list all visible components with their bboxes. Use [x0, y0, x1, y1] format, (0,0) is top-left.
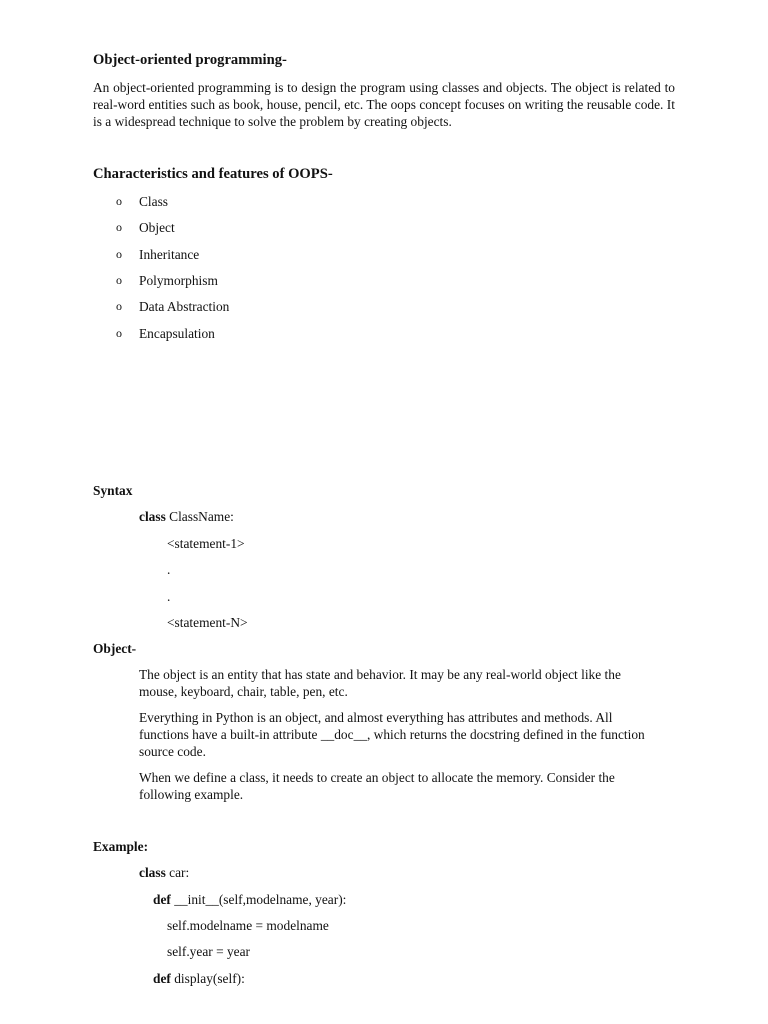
- code-line: [153, 970, 245, 987]
- code-line: [139, 508, 234, 525]
- code-line: .: [167, 589, 171, 604]
- code-keyword: def: [153, 971, 171, 986]
- object-paragraph-3: When we define a class, it needs to create an object to allocate the memory. Consider the following example.: [139, 770, 615, 802]
- code-line: [139, 864, 189, 881]
- list-item-label: Object: [139, 220, 175, 235]
- oop-heading: Object-oriented programming-: [93, 52, 287, 68]
- object-paragraph-1: The object is an entity that has state and behavior. It may be any real-world object like the mouse, keyboard, chair, table, pen, etc.: [139, 667, 621, 699]
- code-text: ClassName:: [165, 509, 234, 524]
- code-line: self.modelname = modelname: [167, 918, 329, 933]
- object-heading: Object-: [93, 641, 137, 656]
- code-keyword: class: [139, 865, 166, 880]
- code-line: [153, 891, 346, 908]
- bullet-marker: o: [116, 326, 122, 340]
- syntax-heading: Syntax: [93, 483, 133, 498]
- code-text: car:: [165, 865, 190, 880]
- object-paragraph-2: Everything in Python is an object, and almost everything has attributes and methods. All functions have a built-in attribute __doc__, which returns the docstring defined in the function source code.: [139, 710, 645, 759]
- oop-intro-paragraph: An object-oriented programming is to design the program using classes and objects. The object is related to real-word entities such as book, house, pencil, etc. The oops concept focuses on writing the reusable code. It is a widespread technique to solve the problem by creating objects.: [93, 80, 675, 129]
- code-text: display(self):: [170, 971, 245, 986]
- list-item-label: Inheritance: [139, 247, 200, 262]
- list-item-label: Polymorphism: [139, 273, 218, 288]
- bullet-marker: o: [116, 194, 122, 208]
- bullet-marker: o: [116, 273, 122, 287]
- features-heading: Characteristics and features of OOPS-: [93, 166, 333, 182]
- code-line: <statement-1>: [167, 536, 245, 551]
- code-line: <statement-N>: [167, 615, 248, 630]
- code-line: .: [167, 562, 171, 577]
- list-item-label: Data Abstraction: [139, 299, 230, 314]
- bullet-marker: o: [116, 247, 122, 261]
- list-item-label: Encapsulation: [139, 326, 215, 341]
- code-keyword: class: [139, 509, 166, 524]
- example-heading: Example:: [93, 839, 149, 854]
- code-line: self.year = year: [167, 944, 251, 959]
- bullet-marker: o: [116, 220, 122, 234]
- bullet-marker: o: [116, 299, 122, 313]
- list-item-label: Class: [139, 194, 169, 209]
- code-text: __init__(self,modelname, year):: [170, 892, 347, 907]
- code-keyword: def: [153, 892, 171, 907]
